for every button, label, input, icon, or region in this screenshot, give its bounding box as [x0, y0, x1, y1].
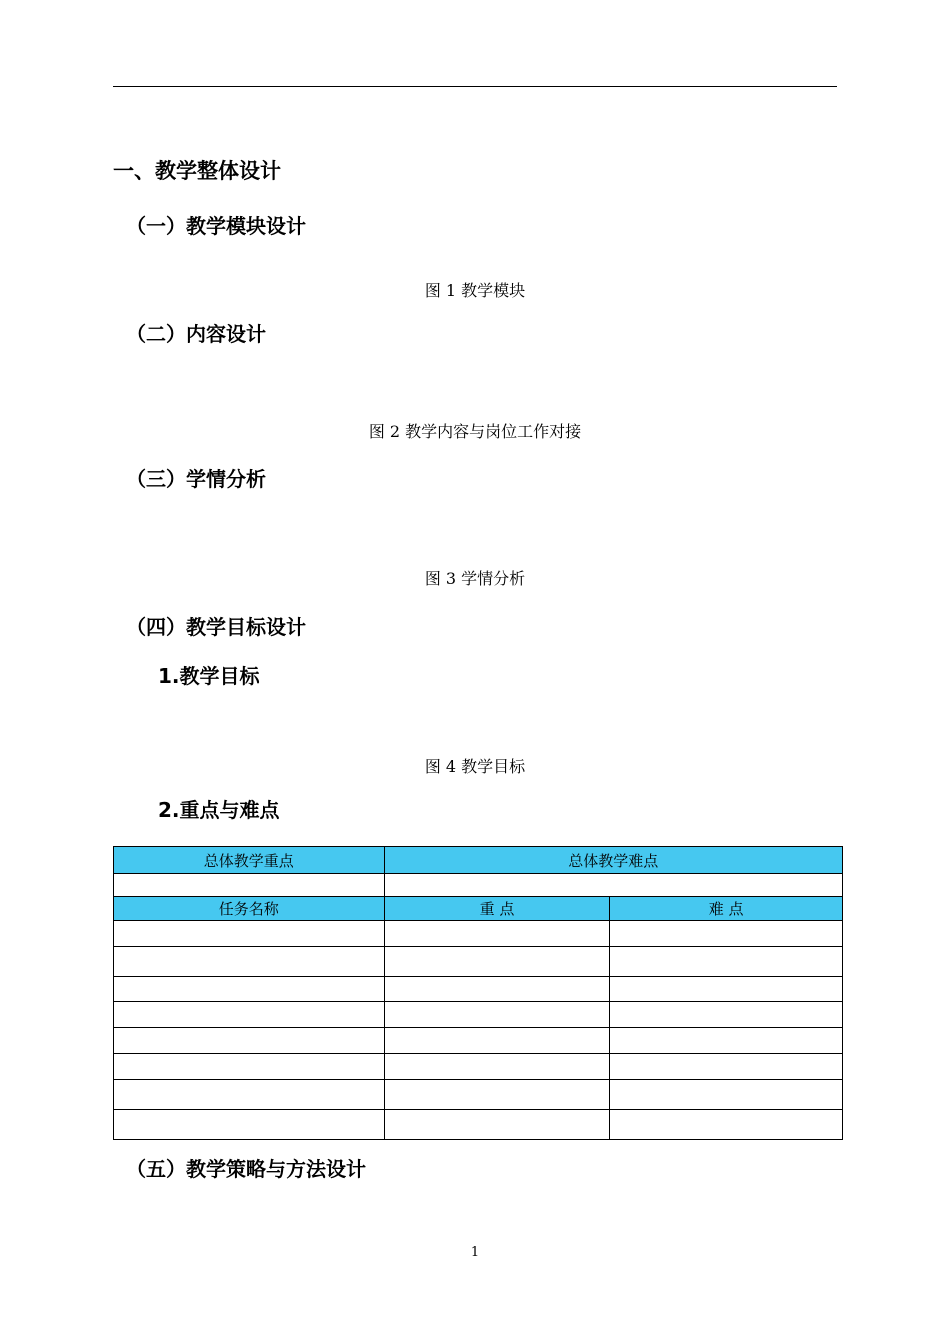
- table-cell: [610, 1110, 843, 1140]
- table-header-row-overall: [114, 847, 843, 874]
- table-cell: [114, 977, 385, 1002]
- table-row: [114, 921, 843, 947]
- table-cell: [114, 1002, 385, 1028]
- header-rule: [113, 86, 837, 87]
- subsection-heading-key-difficult: 2.重点与难点: [158, 798, 280, 822]
- table-cell: [114, 1110, 385, 1140]
- table-cell: [384, 1002, 610, 1028]
- header-difficult-point: 难 点: [610, 897, 843, 921]
- section-heading-content-design: （二）内容设计: [126, 322, 266, 346]
- table-header-row-tasks: [114, 897, 843, 921]
- figure-caption-1: 图 1 教学模块: [424, 281, 526, 300]
- table-cell: [610, 921, 843, 947]
- figure-caption-2: 图 2 教学内容与岗位工作对接: [368, 422, 582, 441]
- table-cell: [610, 1002, 843, 1028]
- table-cell: [114, 1028, 385, 1054]
- table-cell: [610, 977, 843, 1002]
- table-row: [114, 1054, 843, 1080]
- table-cell: [610, 947, 843, 977]
- section-heading-strategy-methods: （五）教学策略与方法设计: [126, 1157, 366, 1181]
- subsection-heading-objectives: 1.教学目标: [158, 664, 260, 688]
- page-number: 1: [470, 1245, 480, 1260]
- table-cell: [610, 1054, 843, 1080]
- main-heading: 一、教学整体设计: [113, 159, 281, 183]
- section-heading-objectives: （四）教学目标设计: [126, 615, 306, 639]
- table-row: [114, 977, 843, 1002]
- table-cell: [114, 947, 385, 977]
- table-row: [114, 1080, 843, 1110]
- table-cell: [114, 1080, 385, 1110]
- table-cell: [610, 1028, 843, 1054]
- figure-caption-3: 图 3 学情分析: [424, 569, 526, 588]
- table-cell: [384, 921, 610, 947]
- table-cell: [610, 1080, 843, 1110]
- table-cell: [114, 921, 385, 947]
- table-cell: [384, 1080, 610, 1110]
- table-row: [114, 1028, 843, 1054]
- key-difficult-points-table: [113, 846, 843, 1140]
- table-row: [114, 874, 843, 897]
- table-cell: [114, 1054, 385, 1080]
- table-cell: [384, 977, 610, 1002]
- header-overall-key-points: 总体教学重点: [114, 847, 385, 874]
- table-cell: [114, 874, 385, 897]
- table-row: [114, 1002, 843, 1028]
- table-row: [114, 947, 843, 977]
- table-row: [114, 1110, 843, 1140]
- section-heading-module-design: （一）教学模块设计: [126, 214, 306, 238]
- table-cell: [384, 1028, 610, 1054]
- table-cell: [384, 1054, 610, 1080]
- figure-caption-4: 图 4 教学目标: [424, 757, 526, 776]
- header-task-name: 任务名称: [114, 897, 385, 921]
- header-overall-difficult-points: 总体教学难点: [384, 847, 842, 874]
- table-cell: [384, 1110, 610, 1140]
- section-heading-learner-analysis: （三）学情分析: [126, 467, 266, 491]
- table-cell: [384, 947, 610, 977]
- header-key-point: 重 点: [384, 897, 610, 921]
- table-cell: [384, 874, 842, 897]
